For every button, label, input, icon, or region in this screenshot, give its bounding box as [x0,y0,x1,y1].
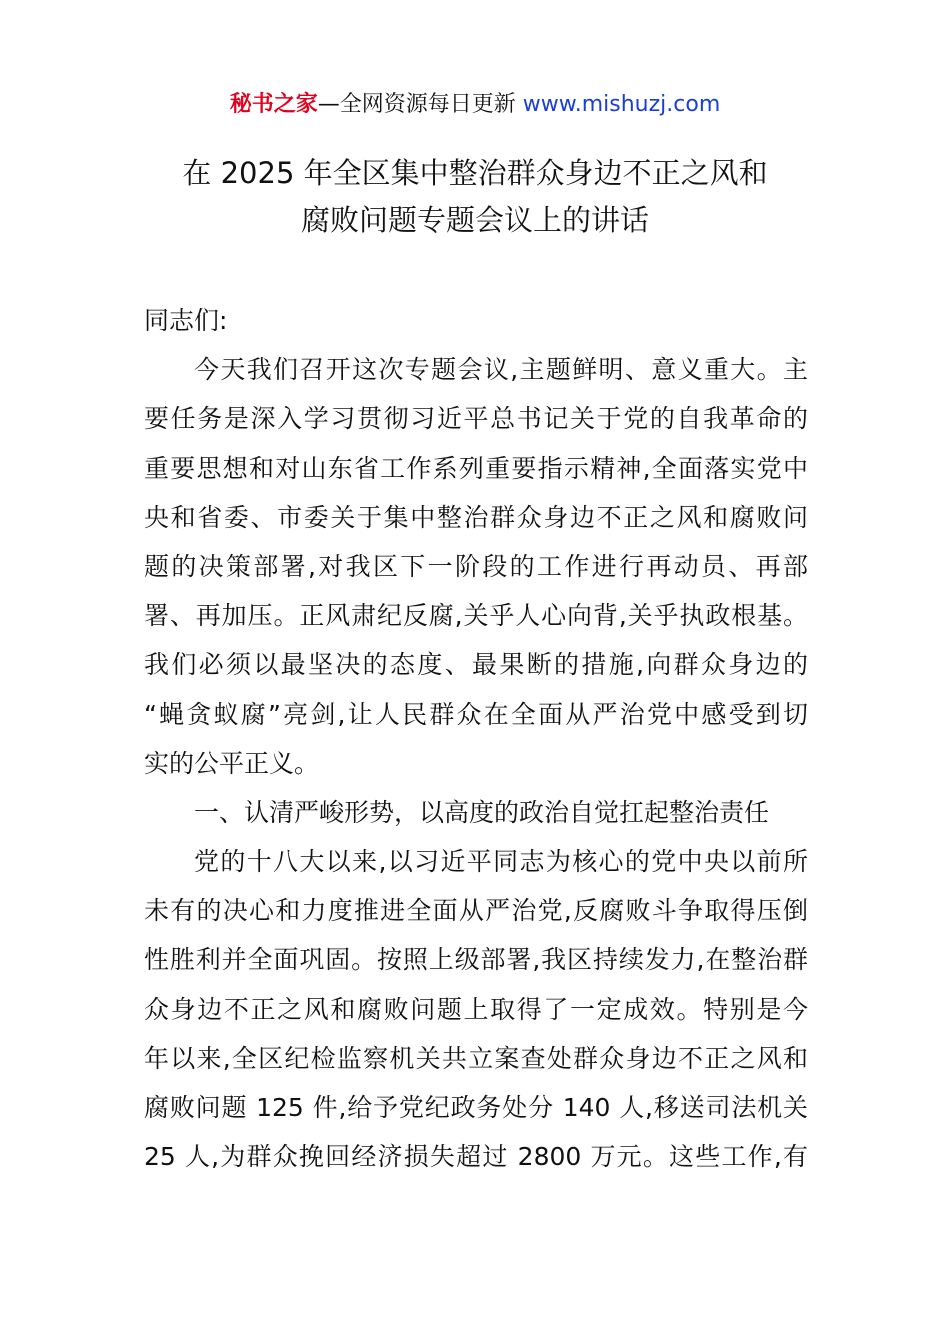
paragraph-line: “蝇贪蚁腐”亮剑,让人民群众在全面从严治党中感受到切 [144,699,808,729]
paragraph-line: 今天我们召开这次专题会议,主题鲜明、意义重大。主 [194,355,808,385]
header-tagline: —全网资源每日更新 [317,92,516,117]
paragraph-line: 性胜利并全面巩固。按照上级部署,我区持续发力,在整治群 [144,945,808,975]
document-title [0,150,950,244]
paragraph-line: 我们必须以最坚决的态度、最果断的措施,向群众身边的 [144,650,808,680]
title-line-1: 在 2025 年全区集中整治群众身边不正之风和 [182,156,768,190]
paragraph-line: 25 人,为群众挽回经济损失超过 2800 万元。这些工作,有 [144,1142,808,1172]
paragraph-line: 众身边不正之风和腐败问题上取得了一定成效。特别是今 [144,994,808,1024]
site-header [0,88,950,122]
paragraph-line: 年以来,全区纪检监察机关共立案查处群众身边不正之风和 [144,1043,808,1073]
paragraph-line: 党的十八大以来,以习近平同志为核心的党中央以前所 [194,847,808,877]
title-line-2: 腐败问题专题会议上的讲话 [300,203,649,237]
paragraph-line: 题的决策部署,对我区下一阶段的工作进行再动员、再部 [144,551,808,581]
paragraph-line: 署、再加压。正风肃纪反腐,关乎人心向背,关乎执政根基。 [144,601,808,631]
paragraph-line: 未有的决心和力度推进全面从严治党,反腐败斗争取得压倒 [144,896,808,926]
paragraph-line: 腐败问题 125 件,给予党纪政务处分 140 人,移送司法机关 [144,1093,808,1122]
paragraph-1 [144,345,808,788]
document-body [144,296,808,1181]
section-1-heading: 一、认清严峻形势，以高度的政治自觉扛起整治责任 [194,797,770,827]
paragraph-2 [144,837,808,1181]
paragraph-line: 央和省委、市委关于集中整治群众身边不正之风和腐败问 [144,502,808,532]
brand-name: 秘书之家 [229,92,318,117]
paragraph-line: 实的公平正义。 [144,748,320,778]
site-url-link[interactable]: www.mishuzj.com [522,92,721,117]
paragraph-line: 要任务是深入学习贯彻习近平总书记关于党的自我革命的 [144,404,808,434]
salutation: 同志们: [144,306,228,335]
paragraph-line: 重要思想和对山东省工作系列重要指示精神,全面落实党中 [144,453,808,483]
